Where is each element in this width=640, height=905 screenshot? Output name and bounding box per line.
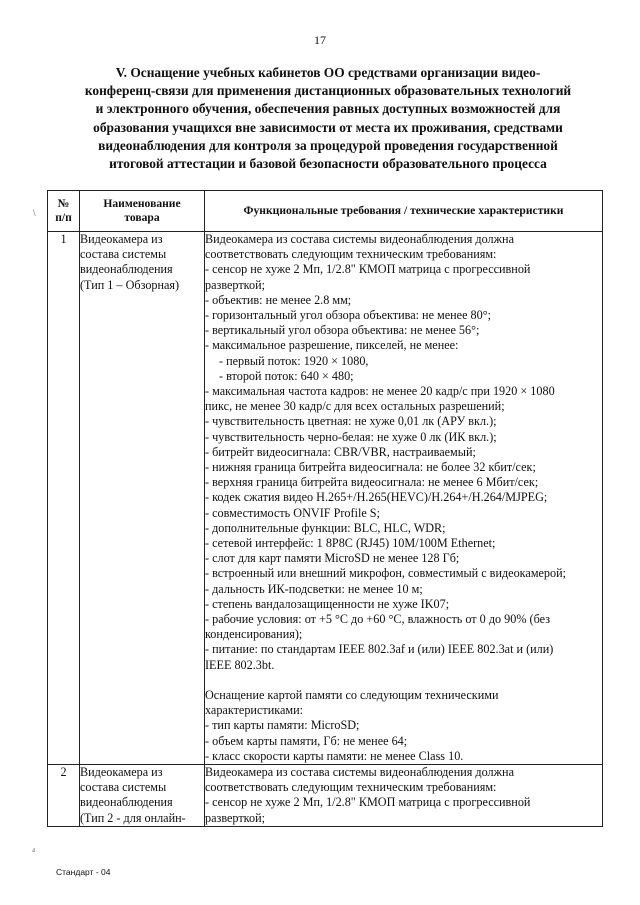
- requirement-line: - совместимость ONVIF Profile S;: [205, 505, 380, 520]
- requirement-line: Оснащение картой памяти со следующим техническими: [205, 687, 499, 702]
- header-name-line: товара: [124, 211, 160, 224]
- requirement-line: соответствовать следующим техническим требованиям:: [205, 247, 497, 262]
- requirement-line: - объектив: не менее 2.8 мм;: [205, 292, 352, 307]
- footer-label: Стандарт - 04: [56, 867, 111, 877]
- row-number: 2: [48, 764, 80, 826]
- product-name-line: (Тип 2 - для онлайн-: [80, 810, 186, 825]
- product-name-line: Видеокамера из: [80, 232, 163, 246]
- product-name-line: состава системы: [80, 780, 167, 795]
- requirement-line: - верхняя граница битрейта видеосигнала: не менее 6 Мбит/сек;: [205, 475, 539, 490]
- product-name-line: видеонаблюдения: [80, 262, 173, 277]
- requirements-cell: [205, 764, 603, 826]
- heading-line: итоговой аттестации и базовой безопасности образовательного процесса: [109, 156, 547, 172]
- requirement-line: - сенсор не хуже 2 Мп, 1/2.8" КМОП матрица с прогрессивной: [205, 795, 531, 810]
- requirement-line: - питание: по стандартам IEEE 802.3af и (или) IEEE 802.3at и (или): [205, 642, 554, 657]
- requirements-cell: [205, 232, 603, 765]
- requirement-line: конденсирования);: [205, 627, 303, 642]
- requirement-line: IEEE 802.3bt.: [205, 657, 275, 672]
- requirement-line: - слот для карт памяти MicroSD не менее 128 Гб;: [205, 551, 460, 566]
- requirement-line: - горизонтальный угол обзора объектива: не менее 80°;: [205, 308, 491, 323]
- header-number: [48, 191, 80, 232]
- requirement-line: - второй поток: 640 × 480;: [219, 368, 354, 383]
- heading-line: и электронного обучения, обеспечения равных доступных возможностей для: [95, 101, 561, 117]
- product-name-line: (Тип 1 – Обзорная): [80, 277, 180, 292]
- requirement-line: Видеокамера из состава системы видеонаблюдения должна: [205, 232, 514, 246]
- section-heading: [60, 64, 596, 173]
- table-row: [48, 232, 603, 765]
- heading-line: видеонаблюдения для контроля за процедурой проведения государственной: [98, 137, 558, 153]
- requirement-line: - сенсор не хуже 2 Мп, 1/2.8" КМОП матрица с прогрессивной: [205, 262, 531, 277]
- heading-line: образования учащихся вне зависимости от места их проживания, средствами: [93, 119, 563, 135]
- product-name-cell: [80, 764, 205, 826]
- requirement-line: характеристиками:: [205, 703, 303, 718]
- requirement-line: - первый поток: 1920 × 1080,: [219, 353, 369, 368]
- requirement-line: - дополнительные функции: BLC, HLC, WDR;: [205, 520, 446, 535]
- requirement-line: - сетевой интерфейс: 1 8P8C (RJ45) 10M/100M Ethernet;: [205, 536, 496, 551]
- heading-line: V. Оснащение учебных кабинетов ОО средствами организации видео-: [115, 65, 541, 80]
- product-name-cell: [80, 232, 205, 765]
- header-number-line: №: [57, 197, 70, 210]
- requirement-line: - максимальная частота кадров: не менее 20 кадр/с при 1920 × 1080: [205, 384, 555, 399]
- requirement-line: - тип карты памяти: MicroSD;: [205, 718, 360, 733]
- header-requirements: Функциональные требования / технические характеристики: [205, 191, 603, 232]
- header-product-name: [80, 191, 205, 232]
- requirement-line: соответствовать следующим техническим требованиям:: [205, 780, 497, 795]
- requirement-line: пикс, не менее 30 кадр/с для всех остальных разрешений;: [205, 399, 505, 414]
- product-name-line: состава системы: [80, 247, 167, 262]
- requirement-line: Видеокамера из состава системы видеонаблюдения должна: [205, 764, 514, 779]
- row-number: 1: [48, 232, 80, 765]
- requirement-line: - встроенный или внешний микрофон, совместимый с видеокамерой;: [205, 566, 567, 581]
- margin-mark: ₄: [32, 842, 36, 852]
- requirement-line: - нижняя граница битрейта видеосигнала: не более 32 кбит/сек;: [205, 460, 536, 475]
- margin-mark: \: [33, 208, 36, 218]
- page-number: 17: [314, 33, 326, 47]
- requirement-line: - вертикальный угол обзора объектива: не менее 56°;: [205, 323, 480, 338]
- requirements-table: [47, 190, 603, 827]
- requirement-line: - степень вандалозащищенности не хуже IK07;: [205, 596, 450, 611]
- requirement-line: - класс скорости карты памяти: не менее Class 10.: [205, 748, 464, 763]
- table-header-row: [48, 191, 603, 232]
- requirement-line: - кодек сжатия видео H.265+/H.265(HEVC)/H.264+/H.264/MJPEG;: [205, 490, 548, 505]
- table-row: [48, 764, 603, 826]
- requirement-line: [205, 673, 602, 688]
- requirement-line: - чувствительность цветная: не хуже 0,01 лк (АРУ вкл.);: [205, 414, 497, 429]
- header-number-line: п/п: [55, 211, 72, 224]
- heading-line: конференц-связи для применения дистанционных образовательных технологий: [84, 83, 572, 99]
- header-name-line: Наименование: [103, 197, 181, 210]
- requirement-line: разверткой;: [205, 810, 265, 825]
- requirement-line: - чувствительность черно-белая: не хуже 0 лк (ИК вкл.);: [205, 429, 497, 444]
- requirement-line: - рабочие условия: от +5 °С до +60 °С, влажность от 0 до 90% (без: [205, 612, 551, 627]
- product-name-line: видеонаблюдения: [80, 795, 173, 810]
- requirement-line: - максимальное разрешение, пикселей, не менее:: [205, 338, 459, 353]
- product-name-line: Видеокамера из: [80, 764, 163, 779]
- requirement-line: - объем карты памяти, Гб: не менее 64;: [205, 733, 408, 748]
- requirement-line: - дальность ИК-подсветки: не менее 10 м;: [205, 581, 423, 596]
- requirement-line: разверткой;: [205, 277, 265, 292]
- requirement-line: - битрейт видеосигнала: CBR/VBR, настраиваемый;: [205, 444, 476, 459]
